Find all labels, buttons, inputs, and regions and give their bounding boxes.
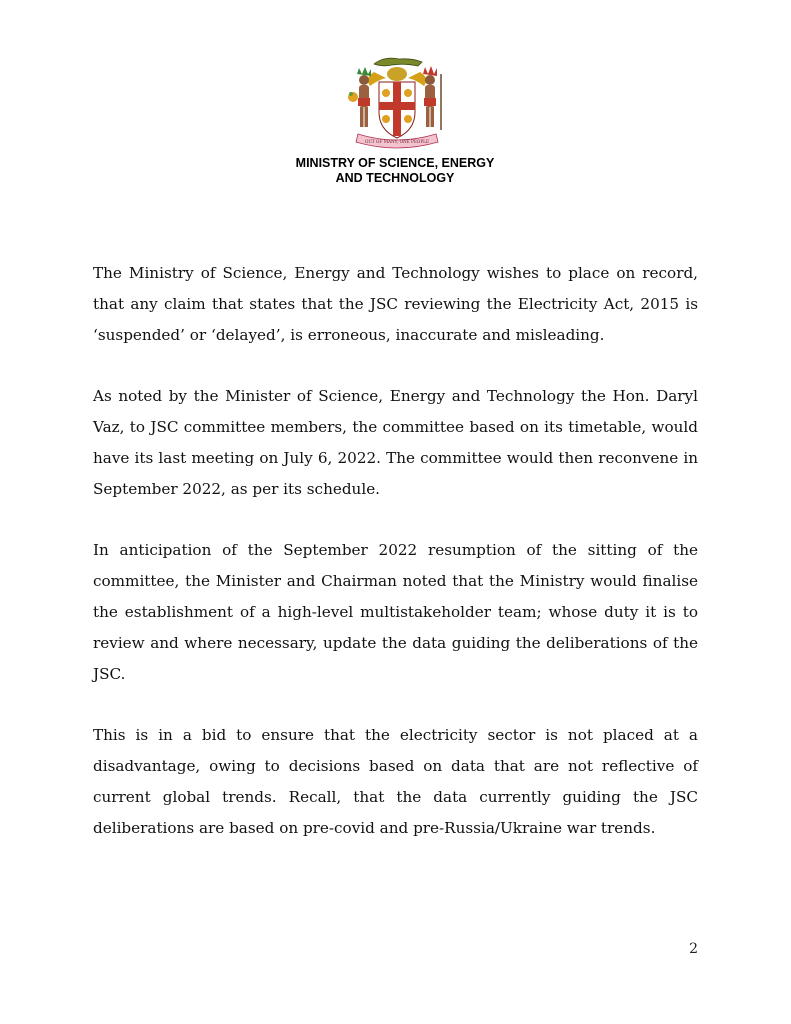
page-number: 2 xyxy=(689,941,698,957)
paragraph-3: In anticipation of the September 2022 resumption of the sitting of the committee, the Minister and Chairman noted that the Ministry would finalise the establishment of a high-level multistakeholder team; whose duty it is to review and where necessary, update the data guiding the deliberations of the JSC. xyxy=(93,541,698,683)
coat-of-arms-icon xyxy=(344,50,450,150)
ministry-name-line2: AND TECHNOLOGY xyxy=(335,171,455,185)
ministry-name-line1: MINISTRY OF SCIENCE, ENERGY xyxy=(295,156,495,170)
paragraph-4: This is in a bid to ensure that the electricity sector is not placed at a disadvantage, owing to decisions based on data that are not reflective of current global trends. Recall, that the data currently guiding the JSC deliberations are based on pre-covid and pre-Russia/Ukraine war trends. xyxy=(93,726,698,837)
ministry-name xyxy=(195,156,595,186)
paragraph-2: As noted by the Minister of Science, Energy and Technology the Hon. Daryl Vaz, to JSC committee members, the committee based on its timetable, would have its last meeting on July 6, 2022. The committee would then reconvene in September 2022, as per its schedule. xyxy=(93,387,698,498)
statement-body xyxy=(93,258,698,874)
svg-text:OUT OF MANY, ONE PEOPLE: OUT OF MANY, ONE PEOPLE xyxy=(364,139,430,144)
paragraph-1: The Ministry of Science, Energy and Technology wishes to place on record, that any claim that states that the JSC reviewing the Electricity Act, 2015 is ‘suspended’ or ‘delayed’, is erroneous, inaccurate and misleading. xyxy=(93,264,698,344)
